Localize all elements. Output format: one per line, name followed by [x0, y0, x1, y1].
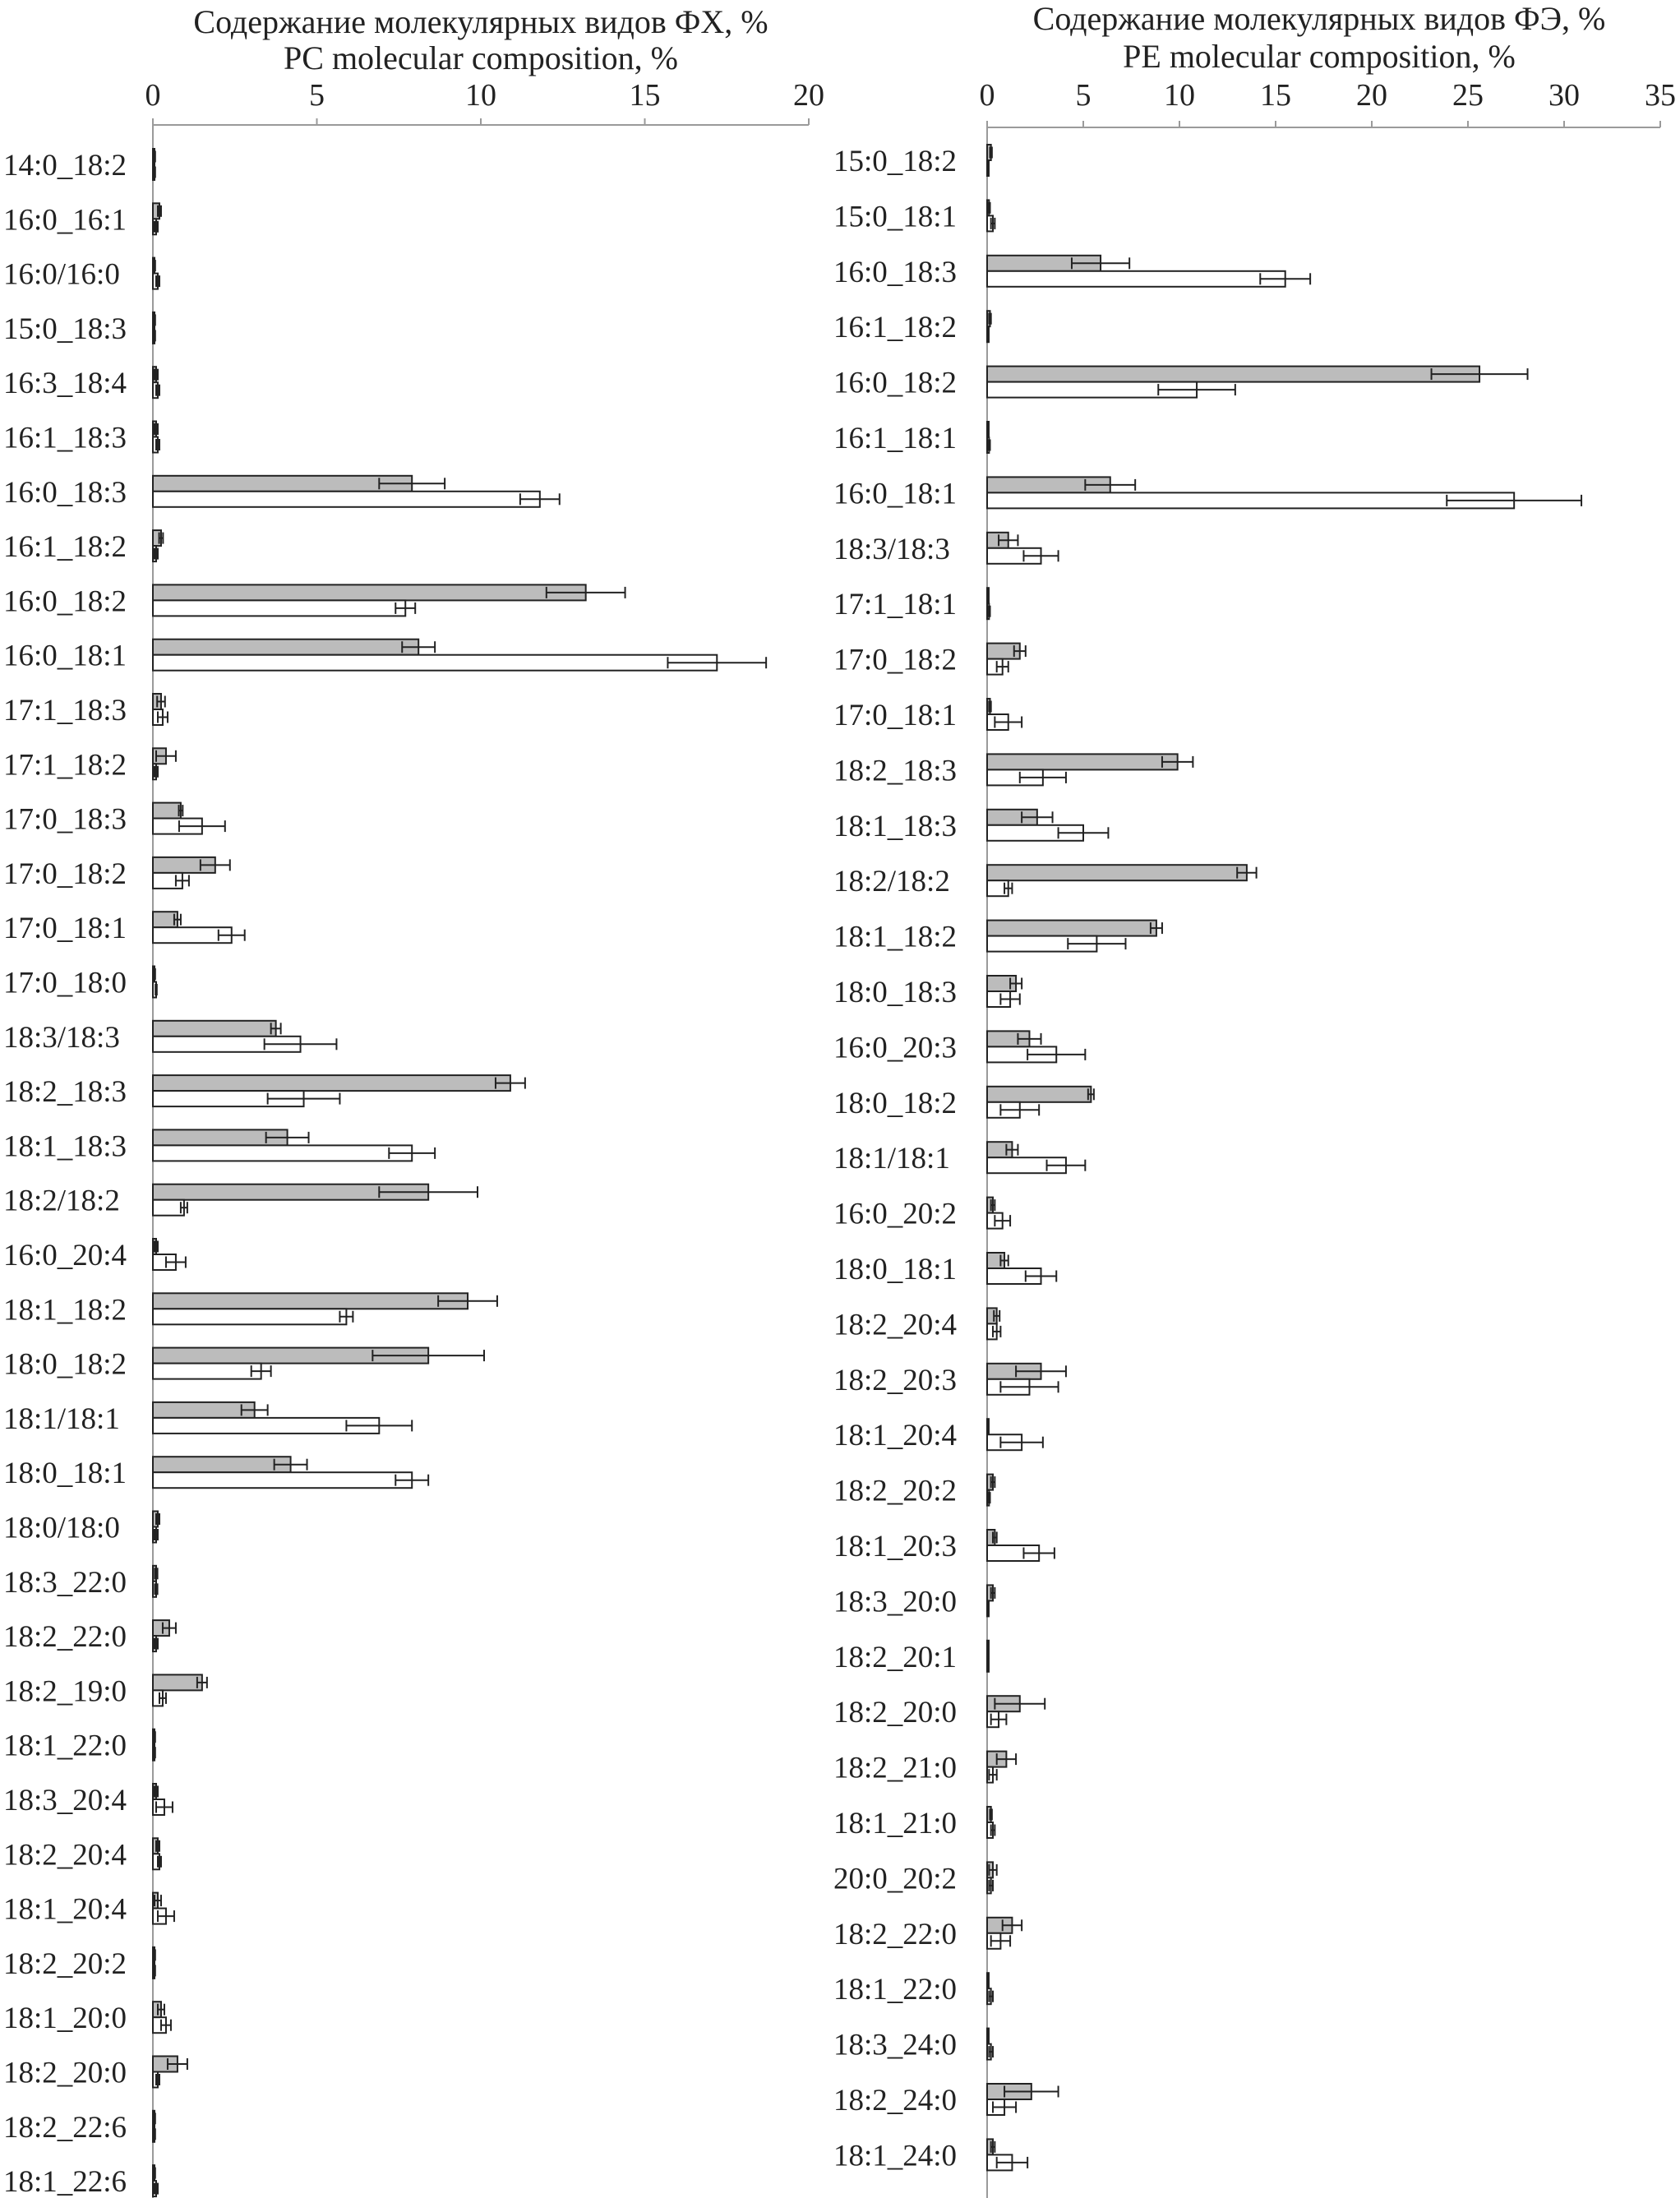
pc-tick-label: 20: [793, 78, 824, 113]
pc-bar-series1: [153, 640, 418, 655]
pe-category-label: 18:0_18:1: [833, 1253, 958, 1286]
pc-category-label: 18:1/18:1: [3, 1401, 120, 1436]
pe-category-label: 16:1_18:1: [833, 422, 958, 455]
pe-category-label: 15:0_18:2: [833, 145, 958, 178]
pc-bar-series2: [153, 655, 717, 671]
pc-category-label: 18:3_22:0: [3, 1565, 127, 1600]
pc-category-label: 18:1_18:3: [3, 1129, 127, 1164]
pe-bar-series2: [987, 271, 1285, 287]
pc-bar-series1: [153, 1402, 255, 1418]
pc-category-label: 18:3_20:4: [3, 1784, 127, 1817]
pc-category-label: 18:2/18:2: [3, 1184, 120, 1218]
pc-category-label: 17:1_18:2: [3, 748, 127, 783]
pc-category-label: 18:1_22:6: [3, 2165, 127, 2198]
pc-bar-series2: [153, 1364, 261, 1379]
pc-title-ru: Содержание молекулярных видов ФХ, %: [193, 3, 768, 40]
pe-category-label: 18:2_22:0: [833, 1917, 958, 1951]
pe-category-label: 16:1_18:2: [833, 311, 958, 345]
pc-category-label: 18:2_20:0: [3, 2056, 127, 2090]
pc-category-label: 18:2_22:6: [3, 2110, 127, 2145]
pe-category-label: 15:0_18:1: [833, 200, 958, 234]
pe-title-ru: Содержание молекулярных видов ФЭ, %: [1032, 0, 1606, 37]
pe-bar-series1: [987, 1087, 1091, 1102]
pe-category-label: 20:0_20:2: [833, 1862, 958, 1896]
pe-category-label: 16:0_18:1: [833, 477, 958, 511]
pc-category-label: 18:2_19:0: [3, 1674, 127, 1709]
pc-category-label: 16:0_18:1: [3, 639, 127, 673]
pe-category-label: 18:0_18:3: [833, 976, 958, 1009]
pc-bars: [153, 149, 766, 2196]
pc-bar-series2: [153, 1145, 412, 1161]
pc-chart-panel: [3, 3, 824, 2198]
pe-tick-label: 10: [1164, 78, 1195, 113]
pe-tick-label: 25: [1452, 78, 1484, 113]
pc-category-label: 18:2_20:4: [3, 1838, 127, 1872]
pe-category-label: 18:2/18:2: [833, 865, 950, 899]
pc-category-label: 17:0_18:0: [3, 966, 127, 1000]
pe-category-label: 18:1_24:0: [833, 2139, 958, 2173]
pe-category-label: 17:0_18:2: [833, 643, 958, 677]
pc-category-label: 15:0_18:3: [3, 312, 127, 346]
pe-category-label: 18:2_21:0: [833, 1751, 958, 1785]
pc-title-en: PC molecular composition, %: [284, 39, 678, 76]
pc-category-label: 18:1_20:0: [3, 2002, 127, 2036]
pe-category-label: 18:2_20:0: [833, 1696, 958, 1730]
pc-bar-series2: [153, 600, 405, 616]
pc-bar-series2: [153, 492, 540, 507]
pc-category-label: 18:2_20:2: [3, 1946, 127, 1981]
pe-category-label: 18:1_20:3: [833, 1530, 958, 1563]
pe-category-label: 17:1_18:1: [833, 588, 958, 622]
pc-bar-series1: [153, 803, 181, 819]
pc-category-label: 18:0_18:1: [3, 1457, 127, 1491]
pc-category-label: 18:0/18:0: [3, 1511, 120, 1545]
pc-bar-series1: [153, 1293, 468, 1309]
pe-category-label: 18:2_20:1: [833, 1640, 958, 1674]
pe-category-label: 16:0_18:2: [833, 366, 958, 400]
pe-bar-series2: [987, 492, 1514, 508]
pc-bar-series1: [153, 1075, 510, 1091]
pc-category-label: 16:3_18:4: [3, 367, 127, 401]
pe-category-label: 18:3/18:3: [833, 532, 950, 566]
pc-category-label: 18:3/18:3: [3, 1020, 120, 1055]
pc-category-label: 18:1_18:2: [3, 1293, 127, 1328]
pc-bar-series2: [153, 1472, 412, 1488]
pe-category-label: 16:0_20:3: [833, 1031, 958, 1065]
pe-category-label: 18:2_18:3: [833, 754, 958, 788]
pc-category-label: 17:0_18:2: [3, 857, 127, 891]
pe-tick-label: 5: [1075, 78, 1092, 113]
pc-category-label: 18:0_18:2: [3, 1347, 127, 1382]
pc-category-label: 18:2_18:3: [3, 1075, 127, 1110]
pc-category-label: 16:0_20:4: [3, 1239, 127, 1272]
pe-tick-label: 0: [979, 78, 995, 113]
pe-title-en: PE molecular composition, %: [1123, 38, 1516, 75]
pe-category-label: 18:2_20:2: [833, 1474, 958, 1508]
pe-bars: [987, 145, 1581, 2170]
pe-tick-label: 15: [1260, 78, 1291, 113]
pc-category-label: 16:0_18:3: [3, 475, 127, 510]
pe-category-label: 16:0_18:3: [833, 255, 958, 289]
pc-bar-series2: [153, 1418, 379, 1434]
pc-category-label: 16:1_18:2: [3, 530, 127, 565]
pe-category-label: 18:3_20:0: [833, 1585, 958, 1619]
pc-category-label: 17:0_18:1: [3, 912, 127, 946]
pe-category-label: 18:1_18:3: [833, 809, 958, 843]
pc-tick-label: 10: [465, 78, 496, 113]
pe-tick-label: 20: [1356, 78, 1387, 113]
pc-bar-series1: [153, 1674, 202, 1690]
pc-category-label: 16:0/16:0: [3, 257, 120, 292]
pe-category-label: 18:3_24:0: [833, 2028, 958, 2062]
pc-category-label: 17:0_18:3: [3, 802, 127, 837]
pc-bar-series1: [153, 1457, 291, 1472]
pe-bar-series1: [987, 754, 1178, 769]
pe-tick-label: 35: [1645, 78, 1676, 113]
pc-category-label: 17:1_18:3: [3, 694, 127, 727]
pe-category-label: 18:0_18:2: [833, 1086, 958, 1120]
pe-category-label: 16:0_20:2: [833, 1197, 958, 1231]
pc-category-label: 16:0_16:1: [3, 203, 127, 238]
pe-category-label: 18:2_20:3: [833, 1363, 958, 1397]
pe-category-label: 18:1_22:0: [833, 1973, 958, 2007]
pe-bar-series1: [987, 367, 1479, 382]
pc-tick-label: 5: [309, 78, 325, 113]
pc-category-label: 18:2_22:0: [3, 1620, 127, 1655]
pe-category-label: 18:1_20:4: [833, 1419, 958, 1453]
pe-chart-panel: [833, 0, 1676, 2198]
pc-category-labels: [3, 149, 127, 2198]
pe-category-label: 18:1_18:2: [833, 920, 958, 954]
pe-category-labels: [833, 145, 957, 2173]
pe-category-label: 18:2_24:0: [833, 2084, 958, 2117]
pe-bar-series1: [987, 865, 1247, 880]
pc-tick-label: 0: [145, 78, 161, 113]
pc-category-label: 18:1_20:4: [3, 1892, 127, 1927]
pc-bar-series1: [153, 1021, 276, 1037]
pc-category-label: 16:1_18:3: [3, 421, 127, 455]
pc-category-label: 14:0_18:2: [3, 149, 127, 182]
pc-bar-series1: [153, 584, 586, 600]
pe-tick-label: 30: [1548, 78, 1580, 113]
pc-bar-series2: [153, 1309, 346, 1324]
pc-category-label: 16:0_18:2: [3, 584, 127, 619]
pe-category-label: 18:1/18:1: [833, 1142, 950, 1176]
pc-category-label: 18:1_22:0: [3, 1729, 127, 1763]
pe-bar-series1: [987, 921, 1156, 936]
pc-bar-series2: [153, 1200, 184, 1216]
pe-category-label: 18:1_21:0: [833, 1807, 958, 1840]
pc-bar-series1: [153, 476, 412, 492]
pc-tick-label: 15: [629, 78, 661, 113]
pe-category-label: 17:0_18:1: [833, 699, 958, 732]
pe-category-label: 18:2_20:4: [833, 1308, 958, 1342]
